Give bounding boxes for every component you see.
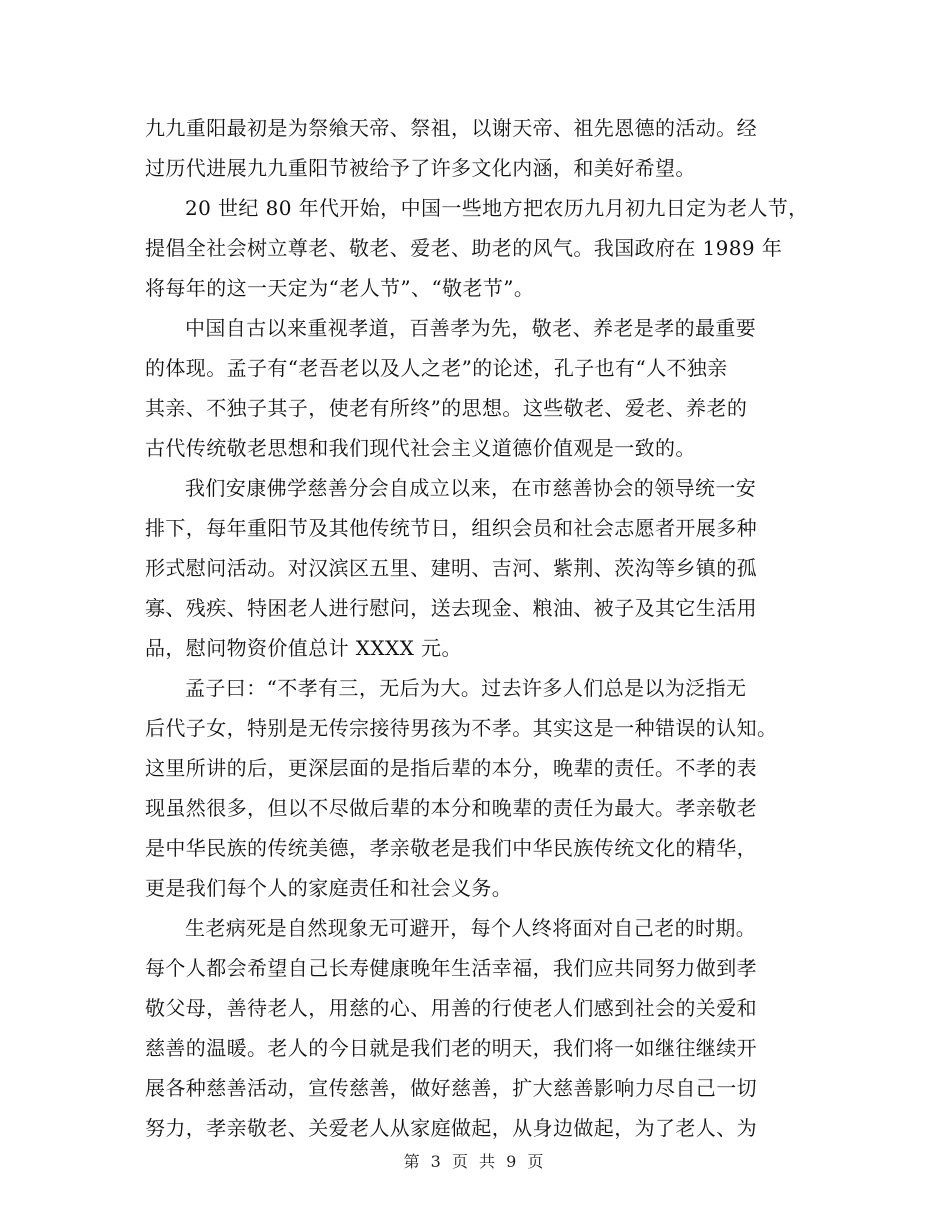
document-body: [145, 108, 835, 1148]
paragraph: [145, 188, 835, 308]
text-line: 生老病死是自然现象无可避开，每个人终将面对自己老的时期。: [185, 916, 757, 940]
page-number-footer: 第 3 页 共 9 页: [403, 1152, 547, 1171]
paragraph: [145, 908, 835, 1148]
text-line: 我们安康佛学慈善分会自成立以来，在市慈善协会的领导统一安: [185, 476, 757, 500]
text-line: 展各种慈善活动，宣传慈善，做好慈善，扩大慈善影响力尽自己一切: [145, 1076, 757, 1100]
text-line: 慈善的温暖。老人的今日就是我们老的明天，我们将一如继往继续开: [145, 1036, 757, 1060]
text-line: 敬父母，善待老人，用慈的心、用善的行使老人们感到社会的关爱和: [145, 996, 757, 1020]
text-line: 提倡全社会树立尊老、敬老、爱老、助老的风气。我国政府在 1989 年: [145, 236, 783, 260]
text-line: 努力，孝亲敬老、关爱老人从家庭做起，从身边做起，为了老人、为: [145, 1116, 757, 1140]
text-line: 每个人都会希望自己长寿健康晚年生活幸福，我们应共同努力做到孝: [145, 956, 757, 980]
paragraph: [145, 668, 835, 908]
text-line: 品，慰问物资价值总计 XXXX 元。: [145, 636, 462, 660]
text-line: 其亲、不独子其子，使老有所终”的思想。这些敬老、爱老、养老的: [145, 396, 748, 420]
paragraph: [145, 108, 835, 188]
text-line: 形式慰问活动。对汉滨区五里、建明、吉河、紫荆、茨沟等乡镇的孤: [145, 556, 757, 580]
text-line: 九九重阳最初是为祭飨天帝、祭祖，以谢天帝、祖先恩德的活动。经: [145, 116, 757, 140]
text-line: 后代子女，特别是无传宗接待男孩为不孝。其实这是一种错误的认知。: [145, 716, 778, 740]
text-line: 排下，每年重阳节及其他传统节日，组织会员和社会志愿者开展多种: [145, 516, 757, 540]
text-line: 孟子曰：“不孝有三，无后为大。过去许多人们总是以为泛指无: [185, 676, 747, 700]
text-line: 古代传统敬老思想和我们现代社会主义道德价值观是一致的。: [145, 436, 696, 460]
text-line: 20 世纪 80 年代开始，中国一些地方把农历九月初九日定为老人节，: [185, 196, 809, 220]
text-line: 的体现。孟子有“老吾老以及人之老”的论述，孔子也有“人不独亲: [145, 356, 728, 380]
text-line: 过历代进展九九重阳节被给予了许多文化内涵，和美好希望。: [145, 156, 696, 180]
text-line: 是中华民族的传统美德，孝亲敬老是我们中华民族传统文化的精华，: [145, 836, 757, 860]
text-line: 这里所讲的后，更深层面的是指后辈的本分，晚辈的责任。不孝的表: [145, 756, 757, 780]
text-line: 现虽然很多，但以不尽做后辈的本分和晚辈的责任为最大。孝亲敬老: [145, 796, 757, 820]
paragraph: [145, 468, 835, 668]
paragraph: [145, 308, 835, 468]
text-line: 中国自古以来重视孝道，百善孝为先，敬老、养老是孝的最重要: [185, 316, 757, 340]
text-line: 更是我们每个人的家庭责任和社会义务。: [145, 876, 513, 900]
text-line: 将每年的这一天定为“老人节”、“敬老节”。: [145, 276, 535, 300]
text-line: 寡、残疾、特困老人进行慰问，送去现金、粮油、被子及其它生活用: [145, 596, 757, 620]
